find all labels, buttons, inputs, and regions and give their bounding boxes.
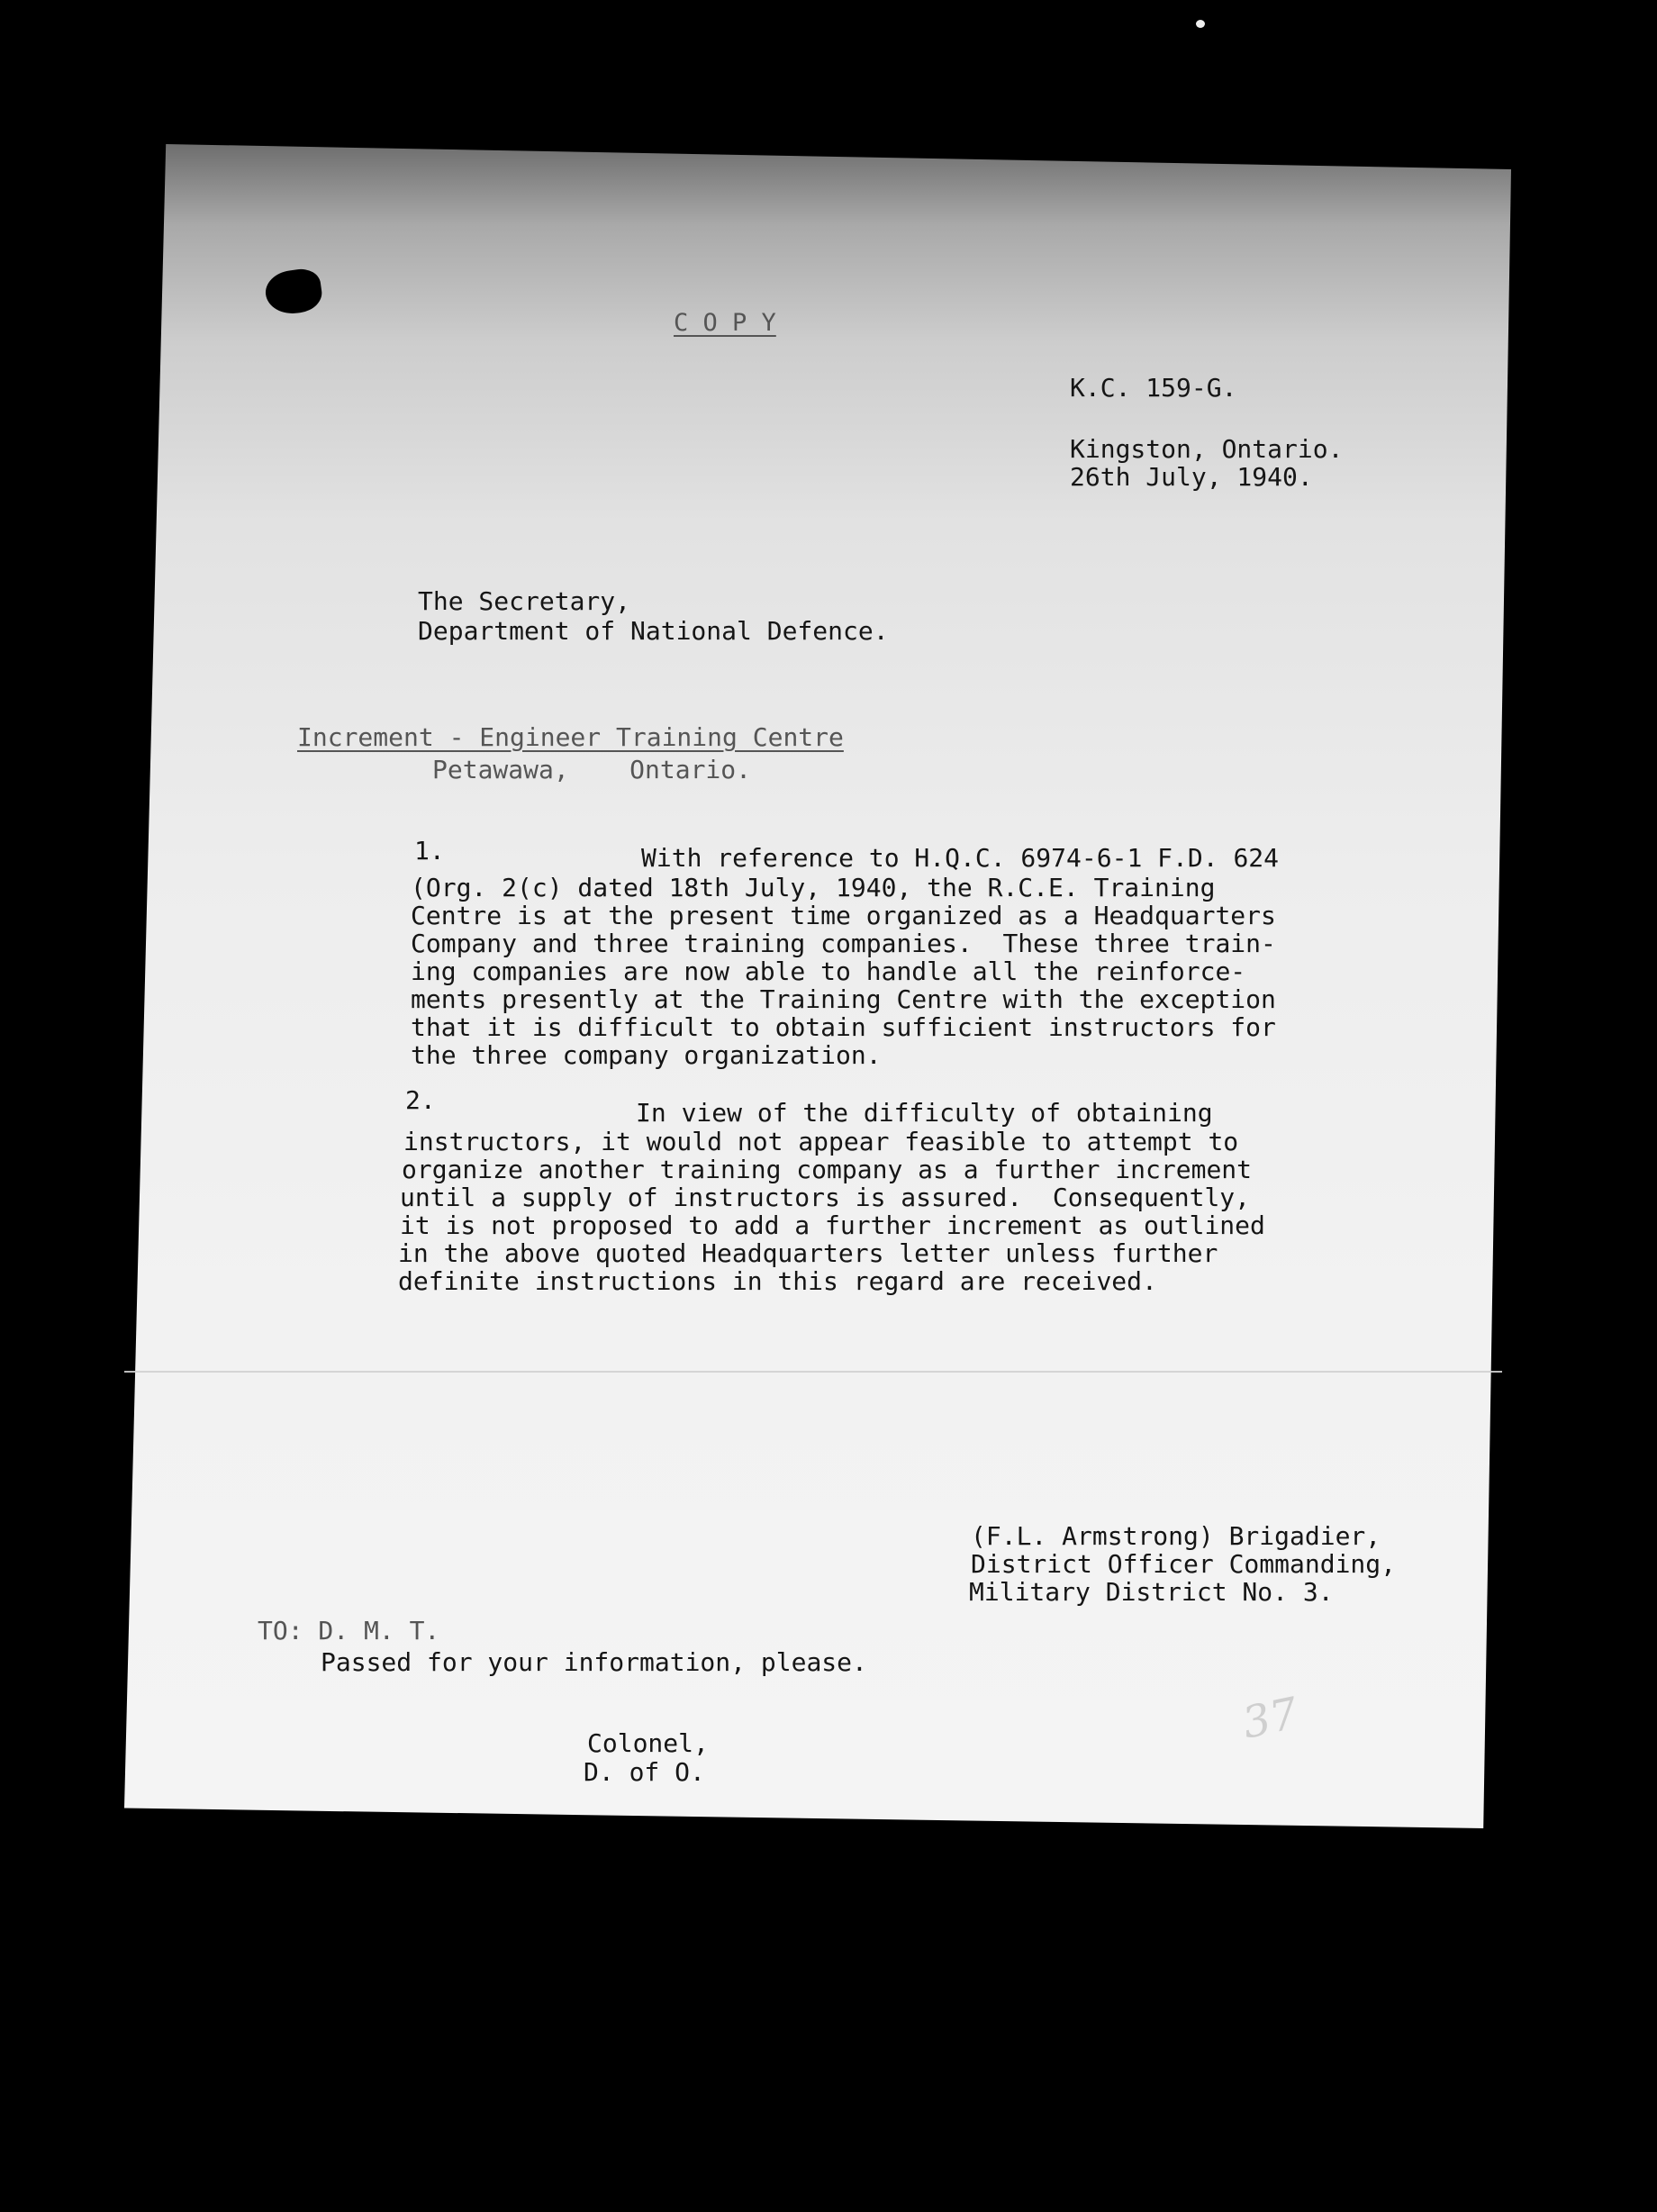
paragraph-2-number: 2.	[405, 1085, 436, 1115]
paragraph-1-line: ments presently at the Training Centre with the exception	[411, 984, 1276, 1014]
paragraph-1-line: Centre is at the present time organized as a Headquarters	[411, 901, 1276, 930]
dust-speck	[1196, 20, 1205, 28]
paragraph-2-first-line: In view of the difficulty of obtaining	[636, 1098, 1213, 1128]
addressee-line-1: The Secretary,	[418, 586, 631, 616]
paragraph-2-line: it is not proposed to add a further increment as outlined	[400, 1210, 1265, 1240]
paragraph-2-line: in the above quoted Headquarters letter unless further	[398, 1238, 1218, 1268]
reference-number: K.C. 159-G.	[1070, 373, 1237, 403]
signature-line-1: (F.L. Armstrong) Brigadier,	[971, 1521, 1381, 1551]
paragraph-1-line: that it is difficult to obtain sufficient instructors for	[411, 1012, 1276, 1042]
paragraph-2-line: until a supply of instructors is assured. Consequently,	[400, 1183, 1251, 1212]
page-mark: 37	[1237, 1688, 1303, 1749]
minute-text: Passed for your information, please.	[321, 1647, 867, 1677]
paragraph-1-line: Company and three training companies. These three train-	[411, 929, 1276, 958]
signature-line-2: District Officer Commanding,	[971, 1549, 1397, 1579]
paragraph-2-line: instructors, it would not appear feasible to attempt to	[403, 1127, 1239, 1156]
paragraph-1-number: 1.	[414, 836, 445, 866]
paragraph-1-line: the three company organization.	[411, 1040, 882, 1070]
copy-label: C O P Y	[674, 309, 776, 337]
subject-line-1: Increment - Engineer Training Centre	[297, 722, 844, 752]
paragraph-1-first-line: With reference to H.Q.C. 6974-6-1 F.D. 624	[641, 843, 1280, 873]
letter-date: 26th July, 1940.	[1070, 462, 1313, 492]
paragraph-2-line: definite instructions in this regard are received.	[398, 1266, 1157, 1296]
fold-line	[124, 1371, 1502, 1373]
minute-signer-office: D. of O.	[584, 1757, 705, 1787]
signature-line-3: Military District No. 3.	[969, 1577, 1334, 1607]
minute-to: TO: D. M. T.	[258, 1616, 440, 1645]
paragraph-1-line: ing companies are now able to handle all the reinforce-	[411, 956, 1246, 986]
paragraph-1-line: (Org. 2(c) dated 18th July, 1940, the R.C.E. Training	[411, 873, 1216, 902]
minute-signer-title: Colonel,	[587, 1728, 709, 1758]
subject-line-2: Petawawa, Ontario.	[432, 755, 752, 784]
addressee-line-2: Department of National Defence.	[418, 616, 889, 646]
paragraph-2-line: organize another training company as a further increment	[402, 1155, 1253, 1184]
letter-place: Kingston, Ontario.	[1070, 434, 1344, 464]
